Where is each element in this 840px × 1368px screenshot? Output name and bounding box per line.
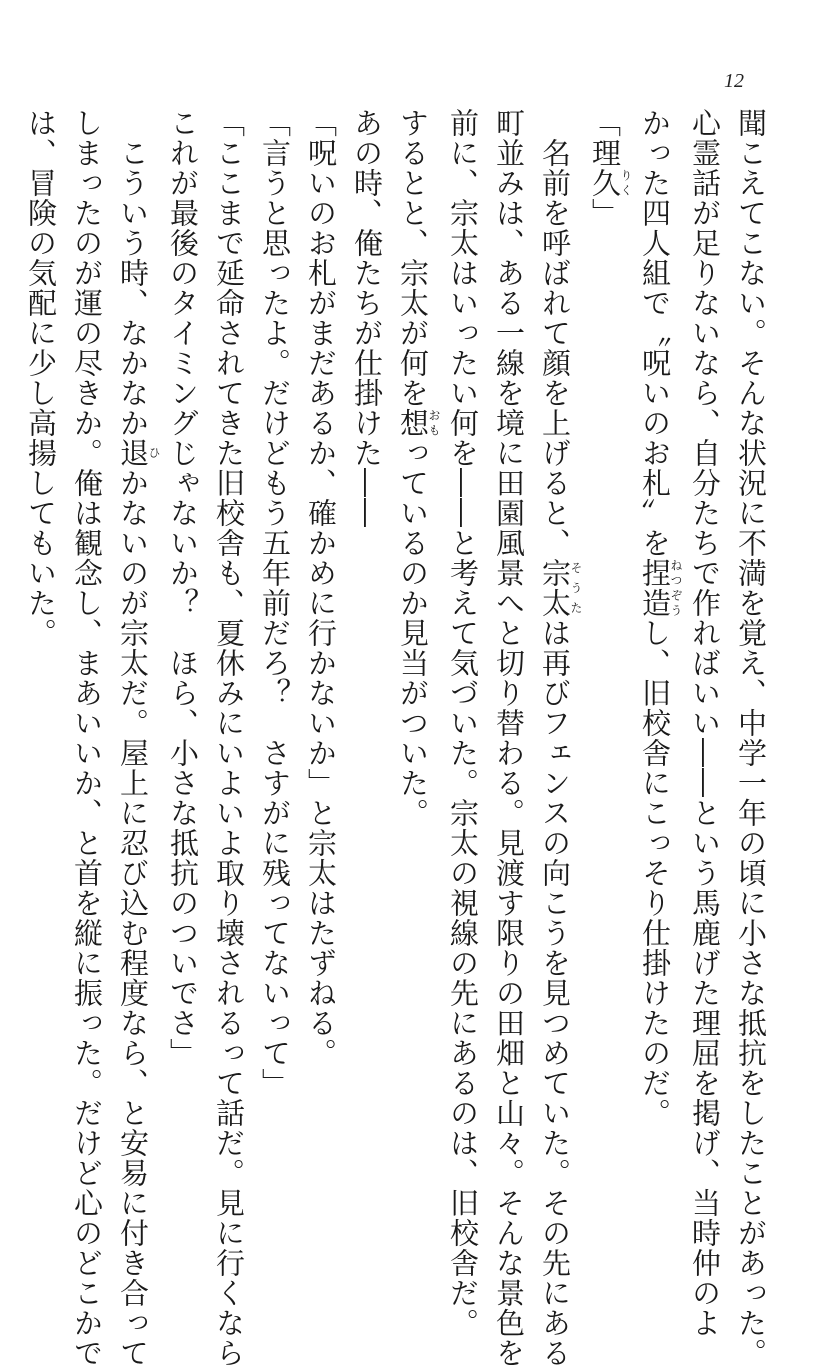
ruby-annotation — [538, 558, 583, 618]
text-line — [252, 108, 298, 1128]
text-segment: かった四人組で〝呪いのお札〟を — [638, 108, 672, 558]
text-segment: これが最後のタイミングじゃないか？ ほら、小さな抵抗のついでさ」 — [166, 108, 200, 1068]
text-segment: 「ここまで延命されてきた旧校舎も、夏休みにいよいよ取り壊されるって話だ。見に行くなら — [212, 108, 246, 1368]
text-line — [682, 108, 728, 1338]
text-segment: 「理 — [588, 108, 622, 168]
text-line — [298, 108, 344, 1128]
text-line — [532, 108, 583, 1368]
text-segment: かないのが宗太だ。屋上に忍び込む程度なら、と安易に付き合って — [116, 468, 150, 1368]
text-line — [206, 108, 252, 1368]
text-segment: っているのか見当がついた。 — [396, 438, 430, 828]
text-segment: 聞こえてこない。そんな状況に不満を覚え、中学一年の頃に小さな抵抗をしたことがあった。 — [734, 108, 768, 1368]
text-segment: しまったのが運の尽きか。俺は観念し、まあいいか、と首を縦に振った。だけど心のどこかで — [70, 108, 104, 1368]
text-segment: 」 — [588, 198, 622, 228]
page-number: 12 — [724, 70, 744, 92]
text-line — [160, 108, 206, 1128]
text-segment: は再びフェンスの向こうを見つめていた。その先にある — [538, 618, 572, 1368]
text-line — [344, 108, 390, 1128]
text-segment: するとと、宗太が何を — [396, 108, 430, 408]
ruby-annotation — [396, 408, 441, 438]
text-segment: は、冒険の気配に少し高揚してもいた。 — [24, 108, 58, 648]
text-segment: 名前を呼ばれて顔を上げると、 — [538, 108, 572, 558]
text-segment: 「呪いのお札がまだあるか、確かめに行かないか」と宗太はたずねる。 — [304, 108, 338, 1068]
ruby-base: 捏造 — [638, 558, 672, 618]
novel-body-text — [18, 108, 774, 1368]
ruby-reading: おも — [427, 408, 441, 438]
ruby-annotation — [588, 168, 633, 198]
text-segment: 前に、宗太はいったい何を――と考えて気づいた。宗太の視線の先にあるのは、旧校舎だ。 — [446, 108, 480, 1338]
ruby-reading: りく — [619, 168, 633, 198]
ruby-base: 退 — [116, 438, 150, 468]
ruby-reading: ひ — [147, 438, 161, 468]
text-line — [64, 108, 110, 1368]
ruby-annotation — [116, 438, 161, 468]
text-line — [110, 108, 161, 1368]
text-segment: あの時、俺たちが仕掛けた―― — [350, 108, 384, 528]
ruby-reading: ねつぞう — [669, 558, 683, 618]
text-segment: 心霊話が足りないなら、自分たちで作ればいい――という馬鹿げた理屈を掲げ、当時仲のよ — [688, 108, 722, 1338]
text-line — [582, 108, 632, 1128]
ruby-base: 宗太 — [538, 558, 572, 618]
text-line — [632, 108, 682, 1128]
ruby-reading: そうた — [569, 558, 583, 618]
text-segment: こういう時、なかなか — [116, 108, 150, 438]
ruby-annotation — [638, 558, 683, 618]
text-segment: 町並みは、ある一線を境に田園風景へと切り替わる。見渡す限りの田畑と山々。そんな景色を — [492, 108, 526, 1368]
text-line — [390, 108, 440, 1128]
text-segment: し、旧校舎にこっそり仕掛けたのだ。 — [638, 618, 672, 1128]
ruby-base: 久 — [588, 168, 622, 198]
text-line — [486, 108, 532, 1368]
text-line — [440, 108, 486, 1338]
text-segment: 「言うと思ったよ。だけどもう五年前だろ？ さすがに残ってないって」 — [258, 108, 292, 1098]
text-line — [728, 108, 774, 1368]
ruby-base: 想 — [396, 408, 430, 438]
text-line — [18, 108, 64, 1128]
